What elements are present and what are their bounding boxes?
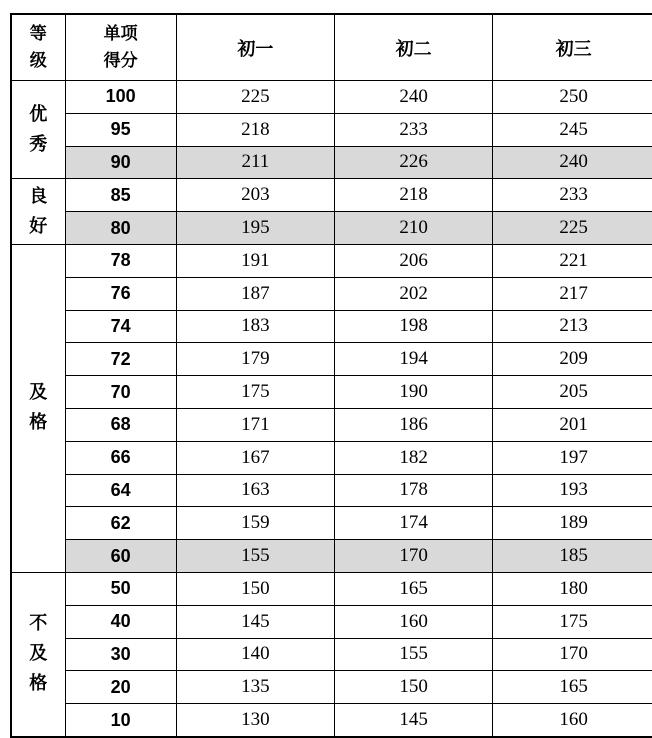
table-row (11, 572, 652, 605)
value-cell-grade-1: 130 (176, 704, 334, 737)
header-grade-char: 等 (29, 23, 47, 44)
score-cell: 64 (65, 474, 176, 507)
value-cell-grade-3: 213 (493, 310, 652, 343)
value-cell-grade-3: 180 (493, 572, 652, 605)
value-cell-grade-1: 225 (176, 81, 334, 114)
table-row (11, 244, 652, 277)
header-grade-1: 初一 (176, 14, 334, 81)
value-cell-grade-2: 165 (334, 572, 492, 605)
grade-label-char: 格 (29, 412, 48, 434)
score-cell: 40 (65, 605, 176, 638)
value-cell-grade-3: 201 (493, 408, 652, 441)
value-cell-grade-1: 191 (176, 244, 334, 277)
value-cell-grade-2: 226 (334, 146, 492, 179)
table-row (11, 671, 652, 704)
value-cell-grade-3: 245 (493, 113, 652, 146)
scoring-table-container (10, 13, 652, 738)
value-cell-grade-1: 183 (176, 310, 334, 343)
grade-label-cell (11, 81, 65, 179)
table-row (11, 474, 652, 507)
value-cell-grade-2: 155 (334, 638, 492, 671)
value-cell-grade-1: 163 (176, 474, 334, 507)
header-grade (11, 14, 65, 81)
grade-label-char: 及 (29, 382, 48, 404)
value-cell-grade-2: 233 (334, 113, 492, 146)
table-row (11, 507, 652, 540)
table-row (11, 343, 652, 376)
scoring-table (10, 13, 652, 738)
value-cell-grade-1: 150 (176, 572, 334, 605)
table-row (11, 408, 652, 441)
value-cell-grade-2: 202 (334, 277, 492, 310)
grade-label-cell (11, 244, 65, 572)
value-cell-grade-3: 189 (493, 507, 652, 540)
table-row (11, 605, 652, 638)
value-cell-grade-3: 165 (493, 671, 652, 704)
grade-label-char: 格 (29, 673, 48, 695)
value-cell-grade-3: 193 (493, 474, 652, 507)
value-cell-grade-3: 209 (493, 343, 652, 376)
header-score (65, 14, 176, 81)
value-cell-grade-1: 187 (176, 277, 334, 310)
score-cell: 90 (65, 146, 176, 179)
value-cell-grade-2: 186 (334, 408, 492, 441)
value-cell-grade-3: 197 (493, 441, 652, 474)
grade-label-char: 不 (29, 613, 48, 635)
score-cell: 70 (65, 376, 176, 409)
grade-label-char: 秀 (29, 133, 48, 155)
table-row (11, 441, 652, 474)
score-cell: 50 (65, 572, 176, 605)
value-cell-grade-1: 167 (176, 441, 334, 474)
value-cell-grade-3: 233 (493, 179, 652, 212)
score-cell: 20 (65, 671, 176, 704)
value-cell-grade-3: 160 (493, 704, 652, 737)
score-cell: 95 (65, 113, 176, 146)
table-row (11, 704, 652, 737)
table-row (11, 540, 652, 573)
value-cell-grade-2: 240 (334, 81, 492, 114)
value-cell-grade-2: 182 (334, 441, 492, 474)
value-cell-grade-2: 178 (334, 474, 492, 507)
value-cell-grade-2: 150 (334, 671, 492, 704)
header-grade-3: 初三 (493, 14, 652, 81)
value-cell-grade-2: 210 (334, 212, 492, 245)
value-cell-grade-2: 218 (334, 179, 492, 212)
score-cell: 60 (65, 540, 176, 573)
table-row (11, 146, 652, 179)
value-cell-grade-1: 171 (176, 408, 334, 441)
table-row (11, 212, 652, 245)
value-cell-grade-3: 225 (493, 212, 652, 245)
value-cell-grade-1: 203 (176, 179, 334, 212)
value-cell-grade-1: 179 (176, 343, 334, 376)
grade-label-char: 好 (29, 215, 48, 237)
score-cell: 78 (65, 244, 176, 277)
value-cell-grade-2: 170 (334, 540, 492, 573)
score-cell: 85 (65, 179, 176, 212)
value-cell-grade-1: 159 (176, 507, 334, 540)
header-score-line: 单项 (103, 23, 138, 44)
table-row (11, 113, 652, 146)
score-cell: 10 (65, 704, 176, 737)
table-row (11, 310, 652, 343)
table-row (11, 638, 652, 671)
value-cell-grade-3: 175 (493, 605, 652, 638)
table-body (11, 14, 652, 737)
value-cell-grade-1: 175 (176, 376, 334, 409)
score-cell: 68 (65, 408, 176, 441)
grade-label-char: 及 (29, 643, 48, 665)
value-cell-grade-2: 145 (334, 704, 492, 737)
value-cell-grade-1: 155 (176, 540, 334, 573)
grade-label-cell (11, 179, 65, 245)
table-row (11, 376, 652, 409)
table-row (11, 179, 652, 212)
header-grade-char: 级 (29, 50, 47, 71)
value-cell-grade-1: 140 (176, 638, 334, 671)
value-cell-grade-1: 218 (176, 113, 334, 146)
value-cell-grade-3: 170 (493, 638, 652, 671)
table-row (11, 277, 652, 310)
grade-label-cell (11, 572, 65, 736)
value-cell-grade-2: 206 (334, 244, 492, 277)
value-cell-grade-1: 211 (176, 146, 334, 179)
value-cell-grade-3: 240 (493, 146, 652, 179)
header-row (11, 14, 652, 81)
value-cell-grade-2: 198 (334, 310, 492, 343)
header-score-line: 得分 (103, 50, 138, 71)
value-cell-grade-1: 195 (176, 212, 334, 245)
value-cell-grade-3: 250 (493, 81, 652, 114)
header-grade-2: 初二 (334, 14, 492, 81)
score-cell: 30 (65, 638, 176, 671)
value-cell-grade-3: 221 (493, 244, 652, 277)
score-cell: 62 (65, 507, 176, 540)
score-cell: 66 (65, 441, 176, 474)
value-cell-grade-2: 160 (334, 605, 492, 638)
score-cell: 80 (65, 212, 176, 245)
grade-label-char: 优 (29, 103, 48, 125)
table-row (11, 81, 652, 114)
value-cell-grade-2: 190 (334, 376, 492, 409)
value-cell-grade-1: 145 (176, 605, 334, 638)
value-cell-grade-3: 217 (493, 277, 652, 310)
score-cell: 74 (65, 310, 176, 343)
value-cell-grade-1: 135 (176, 671, 334, 704)
value-cell-grade-2: 194 (334, 343, 492, 376)
grade-label-char: 良 (29, 185, 48, 207)
value-cell-grade-3: 205 (493, 376, 652, 409)
value-cell-grade-3: 185 (493, 540, 652, 573)
value-cell-grade-2: 174 (334, 507, 492, 540)
score-cell: 100 (65, 81, 176, 114)
score-cell: 76 (65, 277, 176, 310)
score-cell: 72 (65, 343, 176, 376)
